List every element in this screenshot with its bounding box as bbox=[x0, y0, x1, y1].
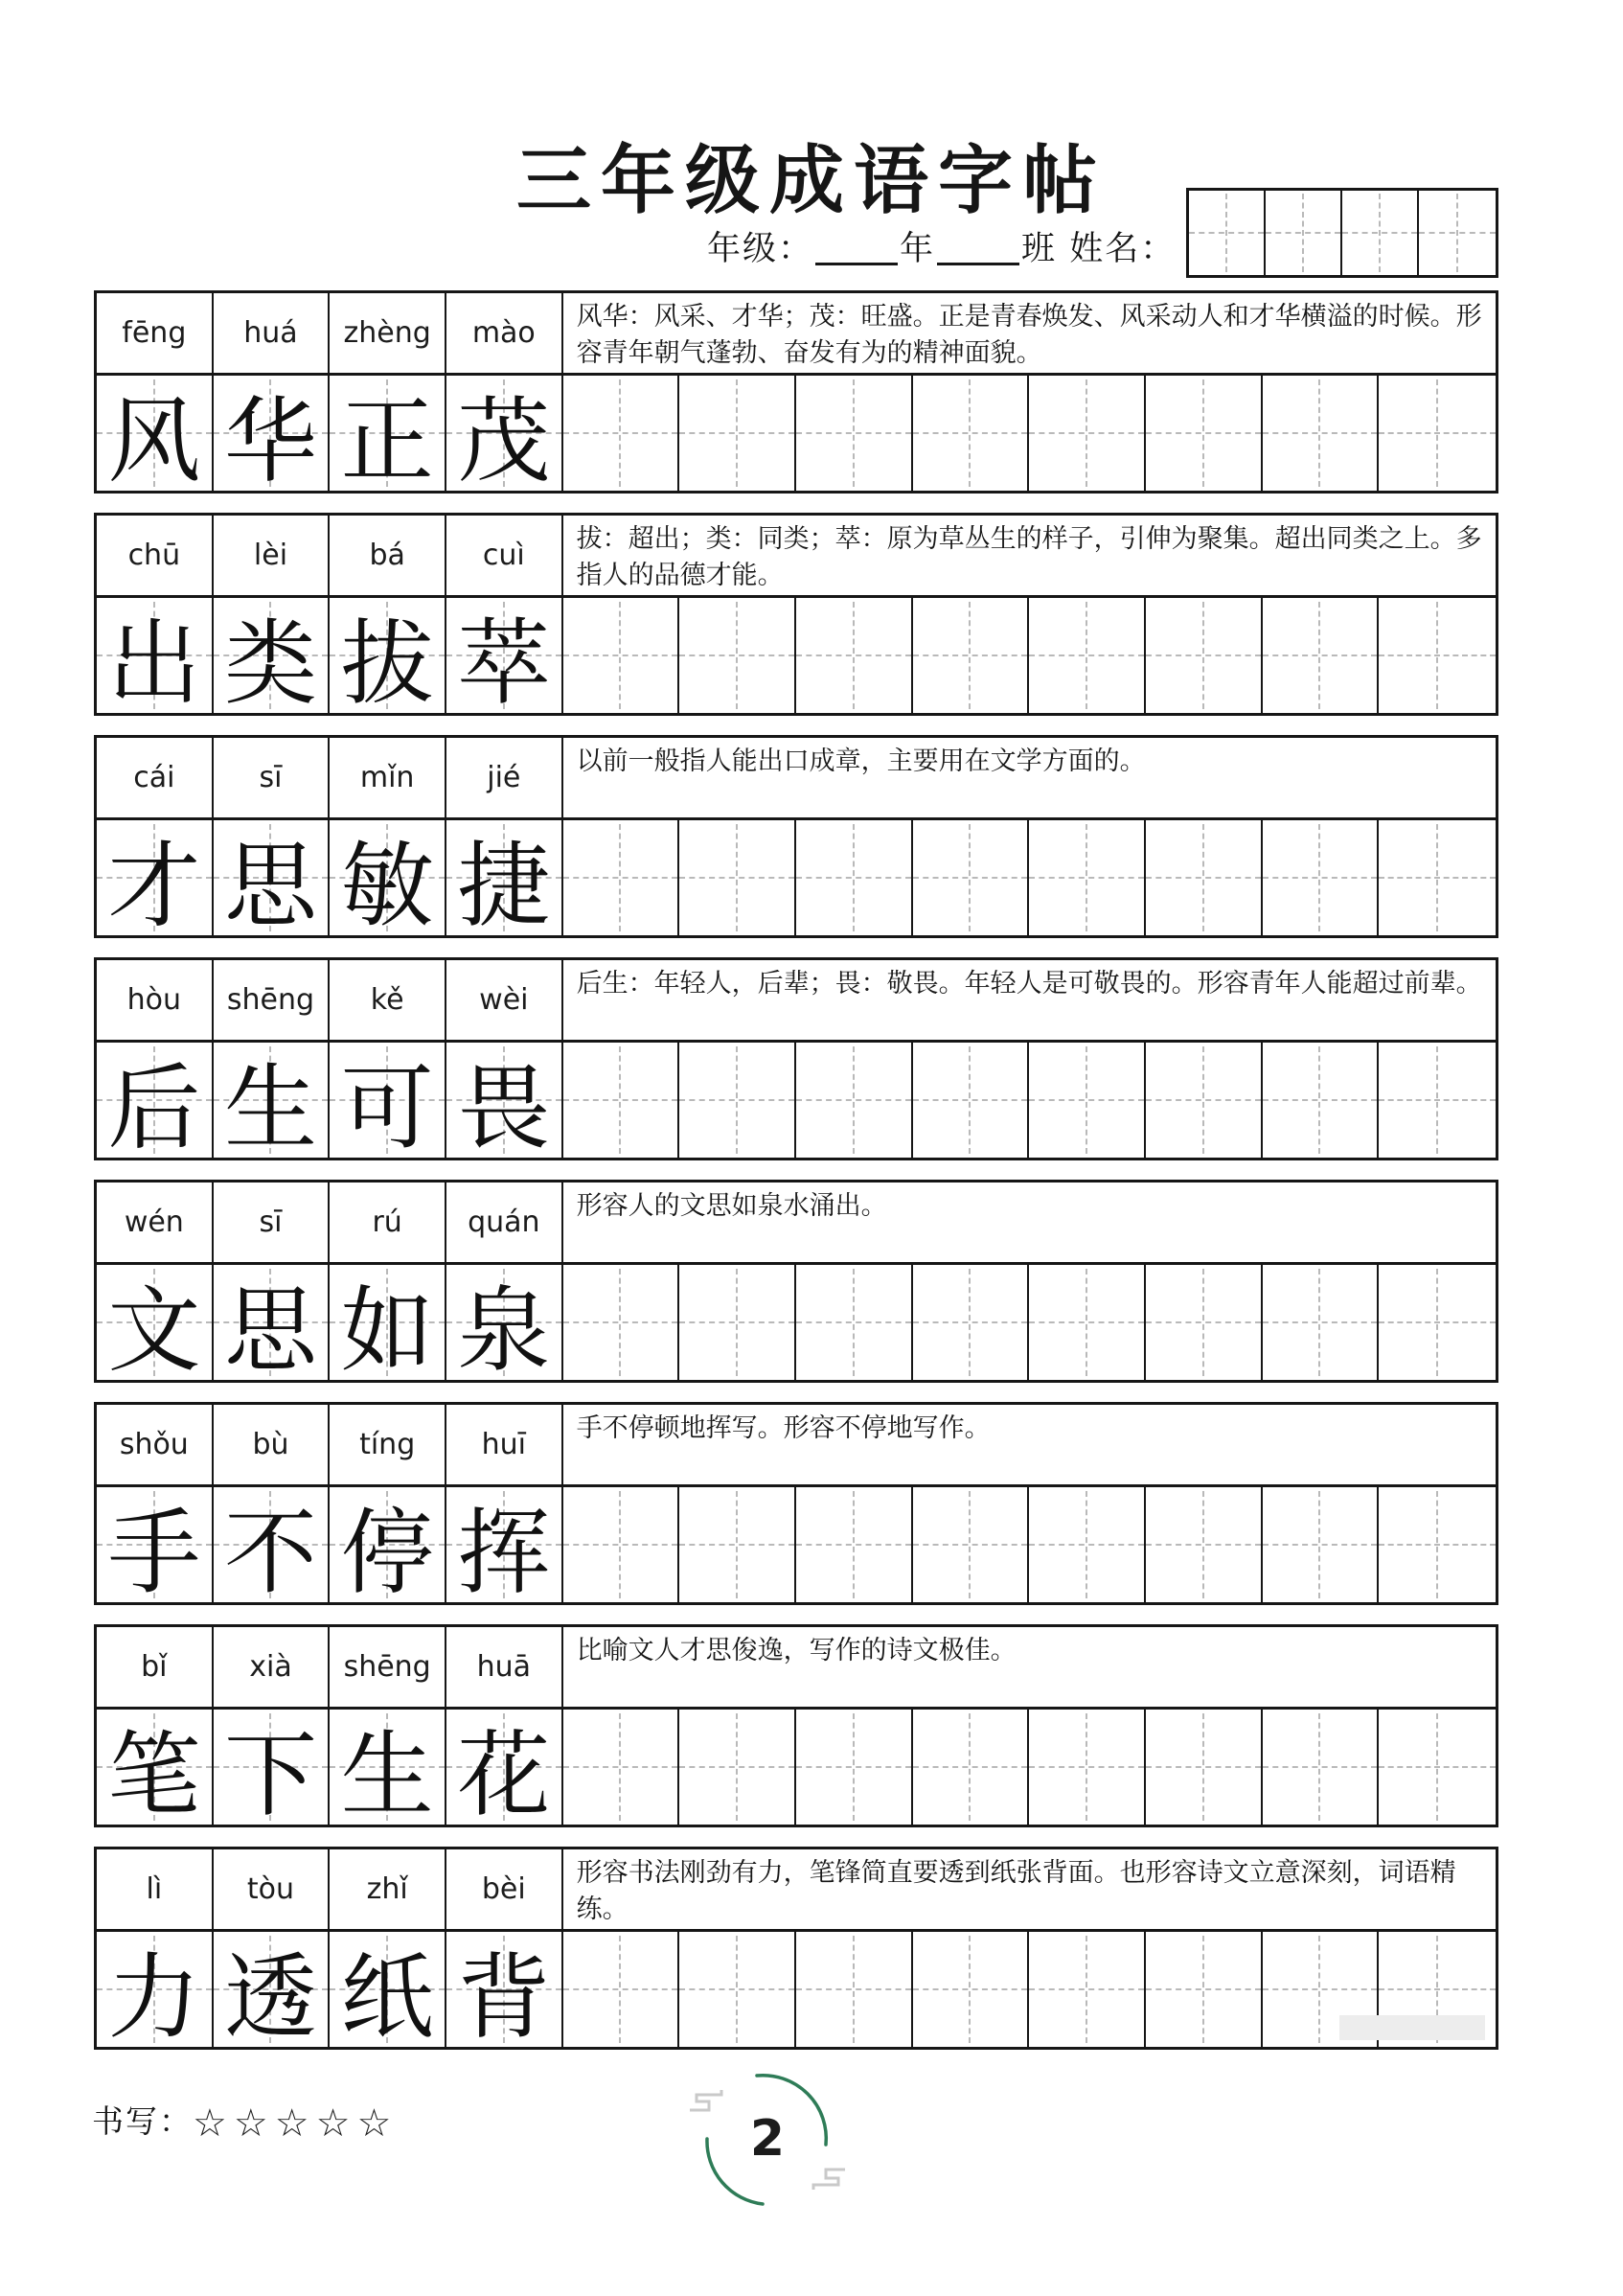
definition-text: 形容书法刚劲有力，笔锋简直要透到纸张背面。也形容诗文立意深刻，词语精练。 bbox=[576, 1858, 1456, 1924]
idiom-character-cell bbox=[330, 1932, 446, 2052]
practice-cell[interactable] bbox=[1379, 376, 1496, 491]
pinyin-cell: bá bbox=[330, 516, 446, 595]
idiom-character-cell bbox=[446, 1265, 563, 1385]
rating-stars: ☆☆☆☆☆ bbox=[193, 2101, 399, 2146]
pinyin-cell: jié bbox=[446, 738, 563, 817]
pinyin-cell: shēng bbox=[214, 960, 331, 1040]
practice-cell[interactable] bbox=[563, 1265, 680, 1380]
pinyin-cell: sī bbox=[214, 1182, 331, 1262]
pinyin-cell: wén bbox=[97, 1182, 214, 1262]
practice-cell[interactable] bbox=[1029, 598, 1146, 713]
pinyin-cell: rú bbox=[330, 1182, 446, 1262]
idiom-character-cell bbox=[97, 1487, 214, 1607]
idiom-character: 才 bbox=[107, 832, 201, 940]
practice-cell[interactable] bbox=[1263, 1487, 1380, 1602]
name-grid-cell[interactable] bbox=[1342, 191, 1419, 275]
practice-cell[interactable] bbox=[1379, 1043, 1496, 1158]
practice-cell[interactable] bbox=[563, 820, 680, 935]
pinyin-cell: zhèng bbox=[330, 293, 446, 373]
page-title: 三年级成语字帖 bbox=[515, 137, 1107, 225]
practice-cell[interactable] bbox=[913, 376, 1030, 491]
idiom-character-cell bbox=[330, 1043, 446, 1162]
practice-cell[interactable] bbox=[679, 820, 796, 935]
pinyin-cell: hòu bbox=[97, 960, 214, 1040]
practice-cell[interactable] bbox=[1263, 820, 1380, 935]
practice-cell[interactable] bbox=[679, 376, 796, 491]
practice-cell[interactable] bbox=[1029, 1710, 1146, 1825]
pinyin-cell: huī bbox=[446, 1405, 563, 1484]
idiom-character-cell bbox=[446, 1932, 563, 2052]
practice-cell[interactable] bbox=[1146, 820, 1263, 935]
practice-cell[interactable] bbox=[679, 1265, 796, 1380]
pinyin-cell: mǐn bbox=[330, 738, 446, 817]
practice-cell[interactable] bbox=[1146, 1487, 1263, 1602]
idiom-block bbox=[94, 513, 1498, 716]
practice-cell[interactable] bbox=[1029, 1932, 1146, 2047]
practice-cell[interactable] bbox=[679, 1043, 796, 1158]
idiom-character-cell bbox=[446, 376, 563, 495]
pinyin-cell: quán bbox=[446, 1182, 563, 1262]
idiom-character-cell bbox=[446, 1710, 563, 1829]
practice-cell[interactable] bbox=[796, 1043, 913, 1158]
name-label: 姓名： bbox=[1069, 230, 1177, 268]
pinyin-cell: huá bbox=[214, 293, 331, 373]
pinyin-cell: mào bbox=[446, 293, 563, 373]
idiom-character-cell bbox=[446, 1043, 563, 1162]
practice-cell[interactable] bbox=[1146, 1265, 1263, 1380]
idiom-block bbox=[94, 735, 1498, 938]
practice-cell[interactable] bbox=[913, 1043, 1030, 1158]
pinyin-cell: kě bbox=[330, 960, 446, 1040]
idiom-character: 生 bbox=[223, 1054, 317, 1162]
idiom-character: 泉 bbox=[457, 1276, 551, 1385]
practice-cell[interactable] bbox=[1263, 1710, 1380, 1825]
practice-cell[interactable] bbox=[1029, 1043, 1146, 1158]
pinyin-cell: lì bbox=[97, 1849, 214, 1929]
idiom-character: 思 bbox=[223, 1276, 317, 1385]
practice-cell[interactable] bbox=[1379, 1265, 1496, 1380]
idiom-block bbox=[94, 1402, 1498, 1605]
idiom-character: 华 bbox=[223, 387, 317, 495]
idiom-character: 出 bbox=[107, 609, 201, 718]
idiom-character-cell bbox=[330, 598, 446, 718]
idiom-character-cell bbox=[97, 598, 214, 718]
idiom-character-cell bbox=[214, 820, 331, 940]
pinyin-cell: shǒu bbox=[97, 1405, 214, 1484]
idiom-character: 生 bbox=[340, 1721, 434, 1829]
practice-cell[interactable] bbox=[1263, 1043, 1380, 1158]
year-label: 年 bbox=[900, 230, 936, 268]
name-grid-cell[interactable] bbox=[1419, 191, 1496, 275]
idiom-block bbox=[94, 1180, 1498, 1383]
idiom-character-cell bbox=[97, 1932, 214, 2052]
idiom-table bbox=[94, 290, 1498, 2069]
idiom-character: 正 bbox=[340, 387, 434, 495]
idiom-character: 可 bbox=[340, 1054, 434, 1162]
practice-cell[interactable] bbox=[796, 820, 913, 935]
idiom-character: 萃 bbox=[457, 609, 551, 718]
idiom-character: 捷 bbox=[457, 832, 551, 940]
practice-cell[interactable] bbox=[1379, 1710, 1496, 1825]
practice-cell[interactable] bbox=[1379, 820, 1496, 935]
idiom-character-cell bbox=[446, 820, 563, 940]
idiom-character: 拔 bbox=[340, 609, 434, 718]
definition-text: 后生：年轻人，后辈；畏：敬畏。年轻人是可敬畏的。形容青年人能超过前辈。 bbox=[576, 969, 1482, 999]
pinyin-cell: zhǐ bbox=[330, 1849, 446, 1929]
idiom-character-cell bbox=[330, 1487, 446, 1607]
scan-artifact bbox=[1339, 2015, 1485, 2040]
idiom-character: 背 bbox=[457, 1943, 551, 2052]
practice-cell[interactable] bbox=[1146, 376, 1263, 491]
grade-blank-field[interactable] bbox=[815, 226, 898, 265]
name-writing-grid bbox=[1186, 188, 1498, 278]
idiom-character-cell bbox=[214, 376, 331, 495]
idiom-character-cell bbox=[330, 376, 446, 495]
pinyin-cell: bù bbox=[214, 1405, 331, 1484]
idiom-character: 笔 bbox=[107, 1721, 201, 1829]
pinyin-cell: tíng bbox=[330, 1405, 446, 1484]
idiom-character: 风 bbox=[107, 387, 201, 495]
idiom-character: 挥 bbox=[457, 1499, 551, 1607]
pinyin-cell: cuì bbox=[446, 516, 563, 595]
practice-cell[interactable] bbox=[563, 1043, 680, 1158]
idiom-block bbox=[94, 1624, 1498, 1827]
pinyin-cell: sī bbox=[214, 738, 331, 817]
pinyin-cell: bǐ bbox=[97, 1627, 214, 1707]
student-info-line bbox=[707, 222, 1176, 270]
idiom-character: 停 bbox=[340, 1499, 434, 1607]
practice-cell[interactable] bbox=[796, 1710, 913, 1825]
practice-cell[interactable] bbox=[1029, 820, 1146, 935]
idiom-character: 类 bbox=[223, 609, 317, 718]
idiom-character-cell bbox=[214, 1932, 331, 2052]
rating-line bbox=[92, 2097, 398, 2146]
name-grid-cell[interactable] bbox=[1189, 191, 1266, 275]
pinyin-cell: tòu bbox=[214, 1849, 331, 1929]
grade-label: 年级： bbox=[707, 230, 814, 268]
practice-cell[interactable] bbox=[1146, 1932, 1263, 2047]
practice-cell[interactable] bbox=[913, 1932, 1030, 2047]
idiom-character: 畏 bbox=[457, 1054, 551, 1162]
practice-cell[interactable] bbox=[1029, 376, 1146, 491]
practice-cell[interactable] bbox=[679, 1710, 796, 1825]
definition-text: 以前一般指人能出口成章，主要用在文学方面的。 bbox=[576, 746, 1146, 776]
idiom-character: 茂 bbox=[457, 387, 551, 495]
practice-cell[interactable] bbox=[1146, 1043, 1263, 1158]
pinyin-cell: chū bbox=[97, 516, 214, 595]
idiom-character: 纸 bbox=[340, 1943, 434, 2052]
practice-cell[interactable] bbox=[913, 1710, 1030, 1825]
practice-cell[interactable] bbox=[563, 376, 680, 491]
practice-cell[interactable] bbox=[913, 820, 1030, 935]
practice-cell[interactable] bbox=[1146, 598, 1263, 713]
idiom-character-cell bbox=[97, 1710, 214, 1829]
practice-cell[interactable] bbox=[1029, 1487, 1146, 1602]
idiom-character: 透 bbox=[223, 1943, 317, 2052]
idiom-character-cell bbox=[97, 1265, 214, 1385]
idiom-character: 如 bbox=[340, 1276, 434, 1385]
idiom-block bbox=[94, 1847, 1498, 2050]
idiom-character-cell bbox=[214, 1487, 331, 1607]
idiom-character-cell bbox=[214, 1710, 331, 1829]
practice-cell[interactable] bbox=[796, 1932, 913, 2047]
idiom-character-cell bbox=[97, 1043, 214, 1162]
idiom-block bbox=[94, 290, 1498, 494]
class-label: 班 bbox=[1021, 230, 1058, 268]
practice-cell[interactable] bbox=[796, 1265, 913, 1380]
idiom-character-cell bbox=[330, 1265, 446, 1385]
practice-cell[interactable] bbox=[913, 1265, 1030, 1380]
pinyin-cell: bèi bbox=[446, 1849, 563, 1929]
definition-text: 比喻文人才思俊逸，写作的诗文极佳。 bbox=[576, 1636, 1017, 1665]
class-blank-field[interactable] bbox=[937, 226, 1019, 265]
idiom-character-cell bbox=[446, 1487, 563, 1607]
pinyin-cell: wèi bbox=[446, 960, 563, 1040]
practice-cell[interactable] bbox=[563, 1710, 680, 1825]
practice-cell[interactable] bbox=[796, 376, 913, 491]
idiom-character-cell bbox=[214, 1265, 331, 1385]
practice-cell[interactable] bbox=[1263, 598, 1380, 713]
idiom-character: 敏 bbox=[340, 832, 434, 940]
pinyin-cell: xià bbox=[214, 1627, 331, 1707]
idiom-character: 花 bbox=[457, 1721, 551, 1829]
name-grid-cell[interactable] bbox=[1266, 191, 1342, 275]
definition-text: 形容人的文思如泉水涌出。 bbox=[576, 1191, 887, 1221]
pinyin-cell: lèi bbox=[214, 516, 331, 595]
idiom-character: 思 bbox=[223, 832, 317, 940]
practice-cell[interactable] bbox=[913, 1487, 1030, 1602]
idiom-character: 手 bbox=[107, 1499, 201, 1607]
idiom-character-cell bbox=[214, 1043, 331, 1162]
pinyin-cell: fēng bbox=[97, 293, 214, 373]
practice-cell[interactable] bbox=[1146, 1710, 1263, 1825]
idiom-character-cell bbox=[446, 598, 563, 718]
practice-cell[interactable] bbox=[796, 598, 913, 713]
definition-text: 风华：风采、才华；茂：旺盛。正是青春焕发、风采动人和才华横溢的时候。形容青年朝气蓬勃、奋发有为的精神面貌。 bbox=[576, 302, 1482, 368]
idiom-character-cell bbox=[97, 820, 214, 940]
pinyin-cell: shēng bbox=[330, 1627, 446, 1707]
rating-label: 书写： bbox=[92, 2102, 193, 2140]
practice-cell[interactable] bbox=[913, 598, 1030, 713]
practice-cell[interactable] bbox=[1379, 598, 1496, 713]
practice-cell[interactable] bbox=[563, 1932, 680, 2047]
idiom-character-cell bbox=[330, 820, 446, 940]
practice-cell[interactable] bbox=[563, 598, 680, 713]
definition-text: 手不停顿地挥写。形容不停地写作。 bbox=[576, 1413, 991, 1443]
idiom-character: 不 bbox=[223, 1499, 317, 1607]
practice-cell[interactable] bbox=[796, 1487, 913, 1602]
idiom-character: 下 bbox=[223, 1721, 317, 1829]
practice-cell[interactable] bbox=[1263, 1265, 1380, 1380]
idiom-character-cell bbox=[214, 598, 331, 718]
practice-cell[interactable] bbox=[1263, 376, 1380, 491]
idiom-character: 后 bbox=[107, 1054, 201, 1162]
pinyin-cell: huā bbox=[446, 1627, 563, 1707]
page-number-ornament bbox=[688, 2056, 847, 2221]
practice-cell[interactable] bbox=[1379, 1487, 1496, 1602]
practice-cell[interactable] bbox=[563, 1487, 680, 1602]
idiom-block bbox=[94, 957, 1498, 1160]
idiom-character-cell bbox=[330, 1710, 446, 1829]
page-number: 2 bbox=[749, 2110, 786, 2168]
practice-cell[interactable] bbox=[679, 598, 796, 713]
idiom-character-cell bbox=[97, 376, 214, 495]
idiom-character: 力 bbox=[107, 1943, 201, 2052]
idiom-character: 文 bbox=[107, 1276, 201, 1385]
pinyin-cell: cái bbox=[97, 738, 214, 817]
definition-text: 拔：超出；类：同类；萃：原为草丛生的样子，引伸为聚集。超出同类之上。多指人的品德才能。 bbox=[576, 524, 1482, 590]
practice-cell[interactable] bbox=[1029, 1265, 1146, 1380]
practice-cell[interactable] bbox=[679, 1932, 796, 2047]
practice-cell[interactable] bbox=[679, 1487, 796, 1602]
